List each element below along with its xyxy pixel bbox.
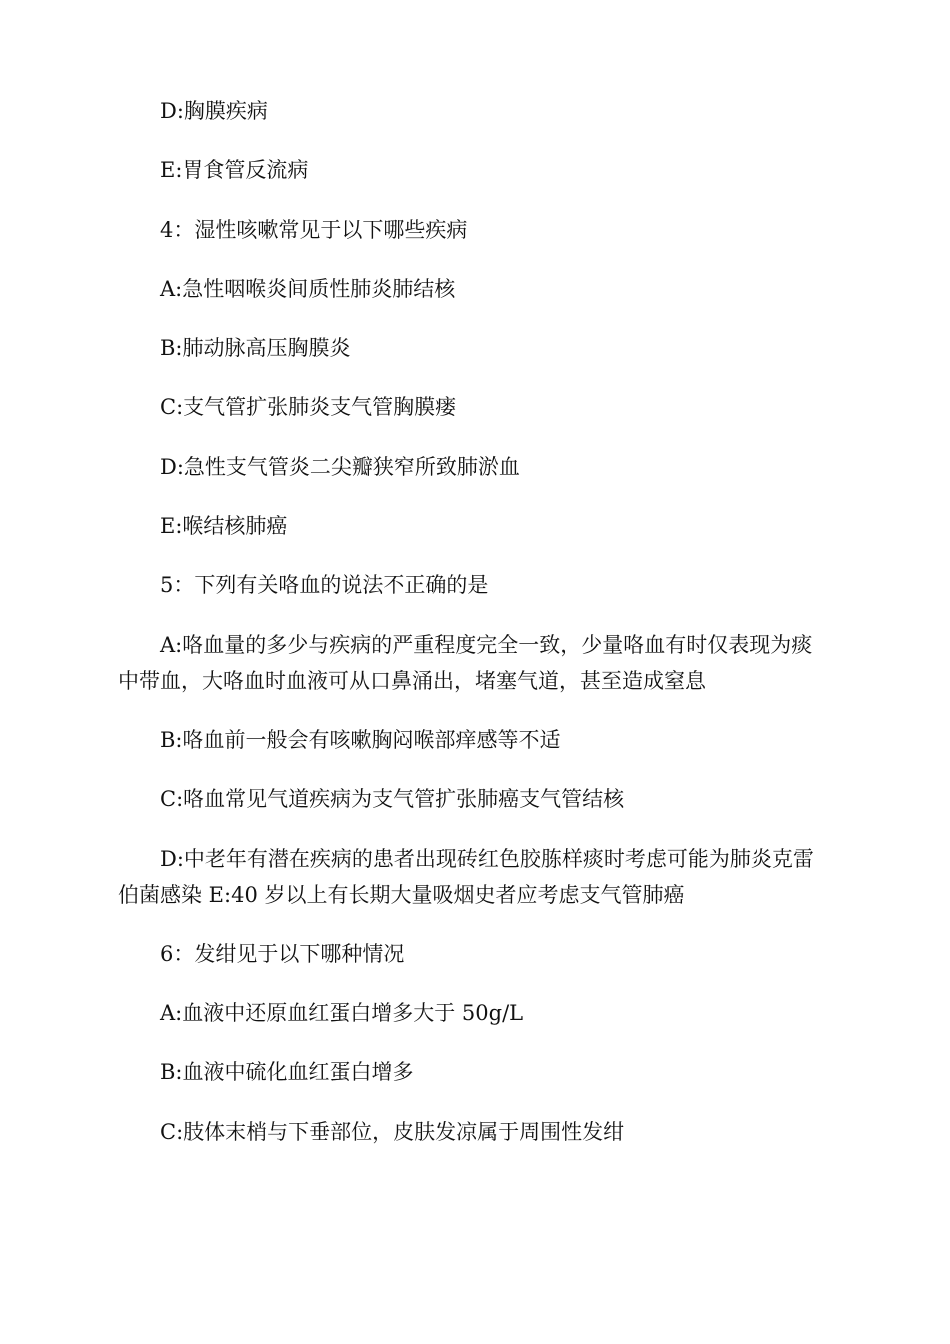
option-c-q5: C:咯血常见气道疾病为支气管扩张肺癌支气管结核 [160, 787, 625, 812]
option-b-q5: B:咯血前一般会有咳嗽胸闷喉部痒感等不适 [160, 727, 561, 752]
question-5: 5：下列有关咯血的说法不正确的是 [160, 573, 489, 598]
option-b-q6: B:血液中硫化血红蛋白增多 [160, 1060, 414, 1085]
option-d-q4: D:急性支气管炎二尖瓣狭窄所致肺淤血 [160, 454, 520, 479]
option-e-q3: E:胃食管反流病 [160, 158, 309, 183]
option-a-q5: A:咯血量的多少与疾病的严重程度完全一致，少量咯血有时仅表现为痰中带血，大咯血时血液可从口鼻涌出，堵塞气道，甚至造成窒息 [118, 632, 813, 693]
question-4: 4：湿性咳嗽常见于以下哪些疾病 [160, 217, 468, 242]
option-e-q4: E:喉结核肺癌 [160, 514, 288, 539]
option-b-q4: B:肺动脉高压胸膜炎 [160, 336, 351, 361]
option-d-e-q5: D:中老年有潜在疾病的患者出现砖红色胶胨样痰时考虑可能为肺炎克雷伯菌感染 E:40 岁以上有长期大量吸烟史者应考虑支气管肺癌 [118, 846, 814, 907]
option-a-q4: A:急性咽喉炎间质性肺炎肺结核 [160, 276, 456, 301]
option-a-q6: A:血液中还原血红蛋白增多大于 50g/L [160, 1001, 524, 1026]
question-6: 6：发绀见于以下哪种情况 [160, 941, 405, 966]
option-c-q6: C:肢体末梢与下垂部位，皮肤发凉属于周围性发绀 [160, 1119, 625, 1144]
option-d-q3: D:胸膜疾病 [160, 99, 268, 123]
option-c-q4: C:支气管扩张肺炎支气管胸膜瘘 [160, 395, 457, 420]
